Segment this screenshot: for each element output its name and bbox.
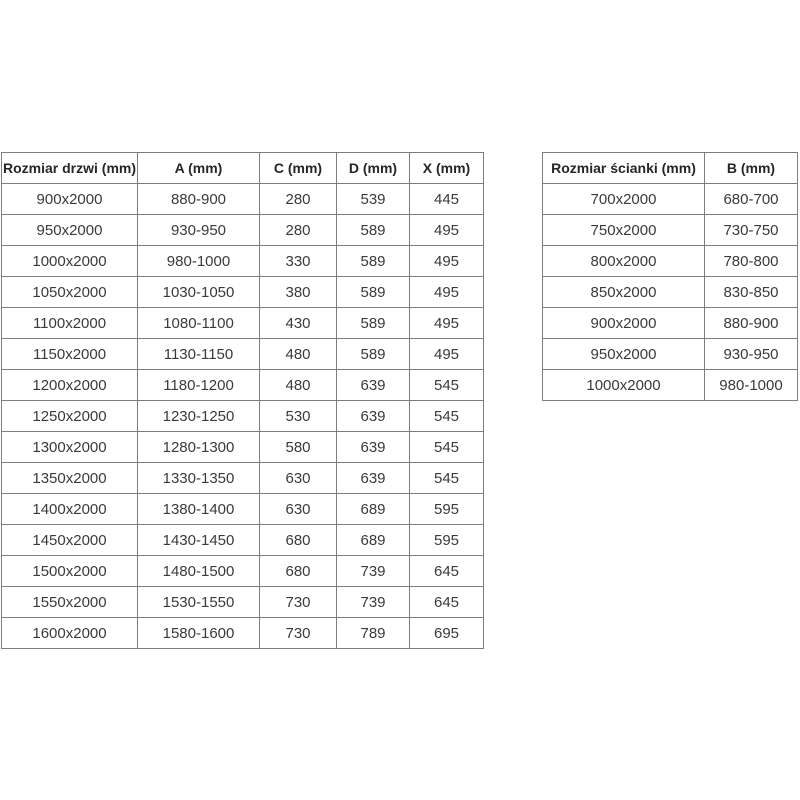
table-cell: 1550x2000 xyxy=(2,587,138,618)
table-cell: 495 xyxy=(410,308,484,339)
table-row xyxy=(543,215,798,246)
table-cell: 589 xyxy=(337,277,410,308)
table-cell: 595 xyxy=(410,494,484,525)
table-cell: 445 xyxy=(410,184,484,215)
table-cell: 545 xyxy=(410,401,484,432)
table-row xyxy=(2,370,484,401)
table-cell: 730-750 xyxy=(705,215,798,246)
table-row xyxy=(2,463,484,494)
header-row xyxy=(543,153,798,184)
table-cell: 739 xyxy=(337,587,410,618)
table-cell: 680-700 xyxy=(705,184,798,215)
table-cell: 1280-1300 xyxy=(138,432,260,463)
table-cell: 480 xyxy=(260,339,337,370)
table-cell: 1350x2000 xyxy=(2,463,138,494)
table-cell: 880-900 xyxy=(138,184,260,215)
table-row xyxy=(2,339,484,370)
table-cell: 1130-1150 xyxy=(138,339,260,370)
table-cell: 680 xyxy=(260,525,337,556)
table-row xyxy=(2,432,484,463)
table-row xyxy=(543,184,798,215)
table-row xyxy=(543,339,798,370)
table-cell: 695 xyxy=(410,618,484,649)
table-cell: 639 xyxy=(337,401,410,432)
table-cell: 900x2000 xyxy=(543,308,705,339)
table-cell: 930-950 xyxy=(705,339,798,370)
table-cell: 780-800 xyxy=(705,246,798,277)
table-cell: 1400x2000 xyxy=(2,494,138,525)
table-cell: 680 xyxy=(260,556,337,587)
table-cell: 730 xyxy=(260,618,337,649)
column-header: D (mm) xyxy=(337,153,410,184)
table-cell: 380 xyxy=(260,277,337,308)
table-cell: 1150x2000 xyxy=(2,339,138,370)
table-cell: 495 xyxy=(410,339,484,370)
table-cell: 1380-1400 xyxy=(138,494,260,525)
table-cell: 630 xyxy=(260,463,337,494)
column-header: B (mm) xyxy=(705,153,798,184)
table-row xyxy=(2,184,484,215)
table-row xyxy=(2,308,484,339)
table-cell: 639 xyxy=(337,463,410,494)
table-cell: 1500x2000 xyxy=(2,556,138,587)
table-row xyxy=(2,246,484,277)
table-cell: 639 xyxy=(337,432,410,463)
table-cell: 539 xyxy=(337,184,410,215)
table-row xyxy=(543,308,798,339)
table-cell: 545 xyxy=(410,370,484,401)
table-cell: 1000x2000 xyxy=(2,246,138,277)
table-row xyxy=(2,556,484,587)
column-header: Rozmiar ścianki (mm) xyxy=(543,153,705,184)
table-row xyxy=(2,587,484,618)
table-cell: 950x2000 xyxy=(543,339,705,370)
table-cell: 750x2000 xyxy=(543,215,705,246)
table-cell: 730 xyxy=(260,587,337,618)
header-row xyxy=(2,153,484,184)
table-row xyxy=(543,277,798,308)
table-row xyxy=(2,618,484,649)
table-cell: 280 xyxy=(260,184,337,215)
table-cell: 495 xyxy=(410,246,484,277)
table-cell: 1230-1250 xyxy=(138,401,260,432)
table-cell: 630 xyxy=(260,494,337,525)
table-cell: 580 xyxy=(260,432,337,463)
table-cell: 545 xyxy=(410,432,484,463)
table-cell: 280 xyxy=(260,215,337,246)
table-cell: 589 xyxy=(337,246,410,277)
table-cell: 830-850 xyxy=(705,277,798,308)
door-size-table xyxy=(1,152,484,649)
column-header: A (mm) xyxy=(138,153,260,184)
table-cell: 1430-1450 xyxy=(138,525,260,556)
table-cell: 1300x2000 xyxy=(2,432,138,463)
table-cell: 880-900 xyxy=(705,308,798,339)
table-row xyxy=(2,215,484,246)
table-cell: 739 xyxy=(337,556,410,587)
table-cell: 900x2000 xyxy=(2,184,138,215)
table-cell: 789 xyxy=(337,618,410,649)
column-header: C (mm) xyxy=(260,153,337,184)
table-row xyxy=(543,246,798,277)
table-cell: 589 xyxy=(337,308,410,339)
table-cell: 545 xyxy=(410,463,484,494)
table-cell: 980-1000 xyxy=(705,370,798,401)
table-row xyxy=(543,370,798,401)
table-cell: 689 xyxy=(337,494,410,525)
table-cell: 530 xyxy=(260,401,337,432)
table-row xyxy=(2,277,484,308)
table-cell: 1200x2000 xyxy=(2,370,138,401)
table-cell: 495 xyxy=(410,215,484,246)
table-cell: 495 xyxy=(410,277,484,308)
table-cell: 1330-1350 xyxy=(138,463,260,494)
wall-size-table xyxy=(542,152,798,401)
table-cell: 1030-1050 xyxy=(138,277,260,308)
table-cell: 930-950 xyxy=(138,215,260,246)
table-cell: 950x2000 xyxy=(2,215,138,246)
table-cell: 430 xyxy=(260,308,337,339)
table-cell: 1100x2000 xyxy=(2,308,138,339)
table-cell: 850x2000 xyxy=(543,277,705,308)
table-cell: 589 xyxy=(337,339,410,370)
table-cell: 1250x2000 xyxy=(2,401,138,432)
table-cell: 1600x2000 xyxy=(2,618,138,649)
table-row xyxy=(2,401,484,432)
table-cell: 1080-1100 xyxy=(138,308,260,339)
table-cell: 800x2000 xyxy=(543,246,705,277)
table-cell: 1180-1200 xyxy=(138,370,260,401)
table-cell: 330 xyxy=(260,246,337,277)
table-cell: 1480-1500 xyxy=(138,556,260,587)
column-header: X (mm) xyxy=(410,153,484,184)
table-cell: 480 xyxy=(260,370,337,401)
table-cell: 589 xyxy=(337,215,410,246)
table-cell: 639 xyxy=(337,370,410,401)
table-cell: 1000x2000 xyxy=(543,370,705,401)
table-cell: 980-1000 xyxy=(138,246,260,277)
table-cell: 1530-1550 xyxy=(138,587,260,618)
table-cell: 595 xyxy=(410,525,484,556)
table-cell: 645 xyxy=(410,556,484,587)
column-header: Rozmiar drzwi (mm) xyxy=(2,153,138,184)
table-cell: 1050x2000 xyxy=(2,277,138,308)
table-cell: 700x2000 xyxy=(543,184,705,215)
table-cell: 1580-1600 xyxy=(138,618,260,649)
table-row xyxy=(2,494,484,525)
table-cell: 1450x2000 xyxy=(2,525,138,556)
table-row xyxy=(2,525,484,556)
table-cell: 645 xyxy=(410,587,484,618)
table-cell: 689 xyxy=(337,525,410,556)
